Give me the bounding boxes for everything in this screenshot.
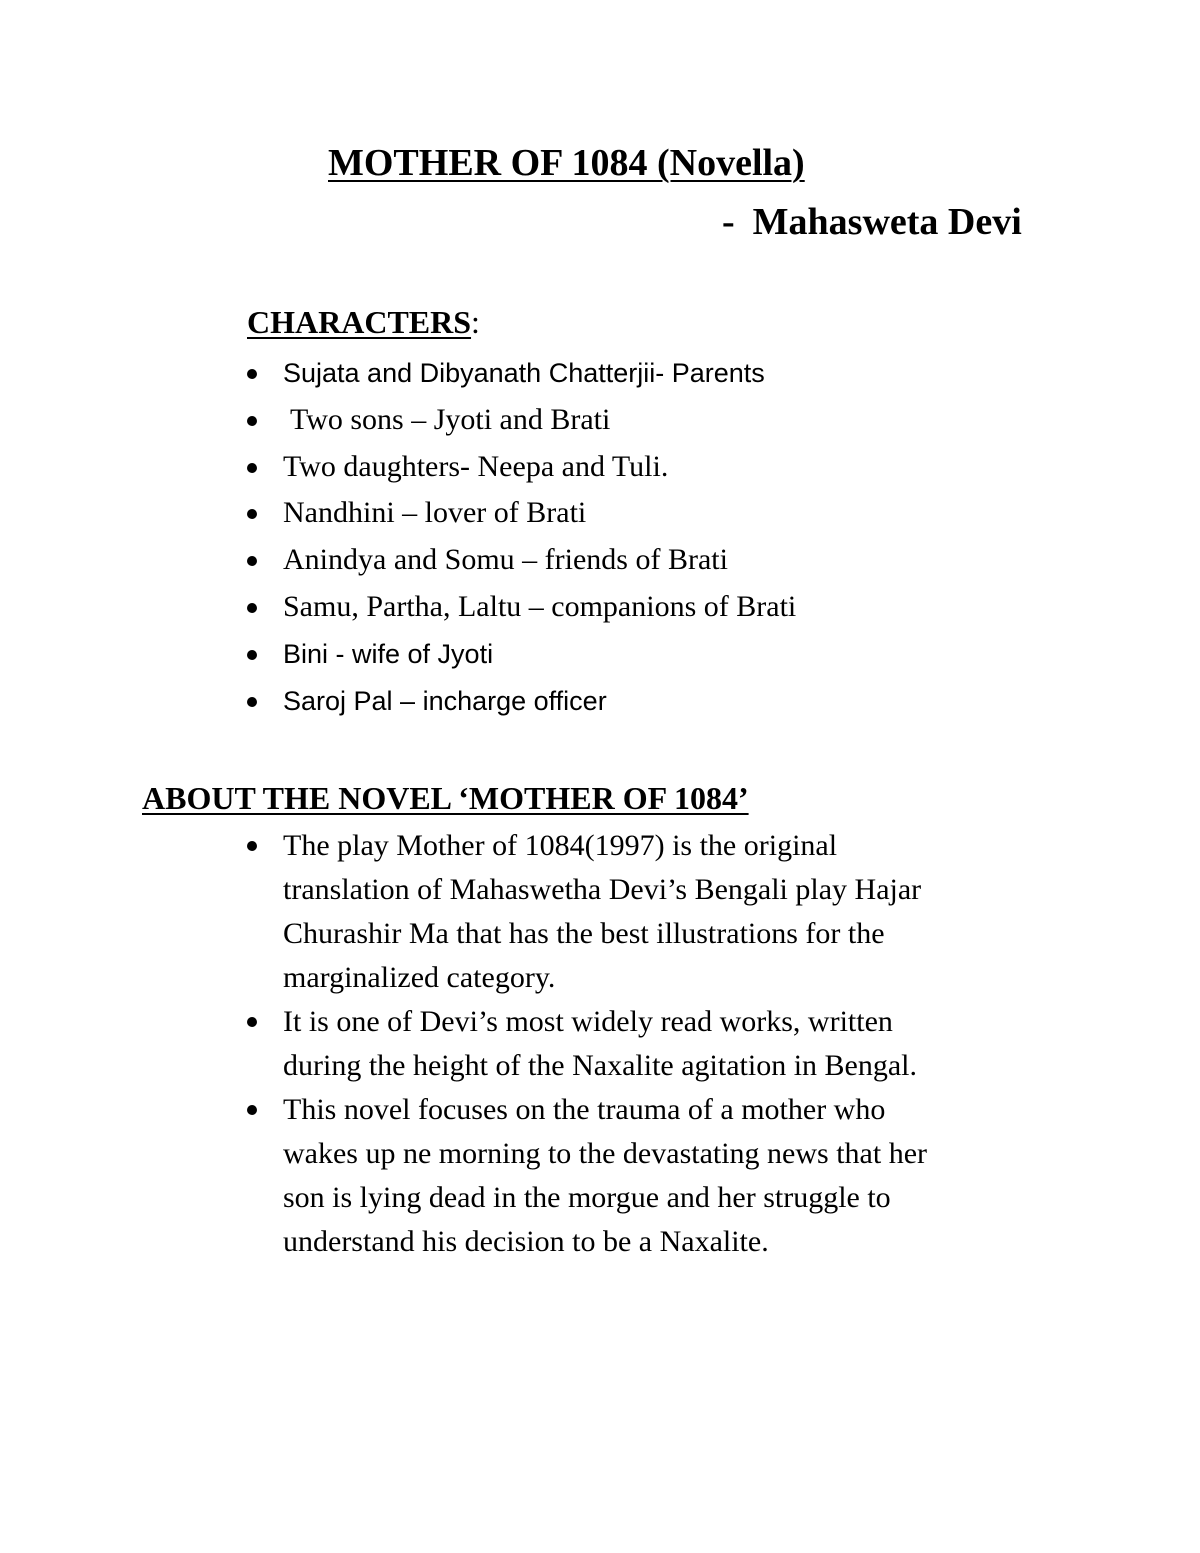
bullet-icon bbox=[247, 650, 257, 660]
about-item-line: wakes up ne morning to the devastating news that her bbox=[283, 1137, 928, 1170]
character-item bbox=[247, 490, 1147, 537]
character-item-text: Nandhini – lover of Brati bbox=[283, 496, 587, 530]
about-item bbox=[247, 1088, 1067, 1264]
author-line bbox=[722, 203, 1022, 241]
character-item-text: Sujata and Dibyanath Chatterjii- Parents bbox=[283, 358, 765, 388]
character-item bbox=[247, 397, 1147, 444]
about-item-line: understand his decision to be a Naxalite. bbox=[283, 1225, 769, 1258]
character-item bbox=[247, 584, 1147, 631]
about-item-line: It is one of Devi’s most widely read works, written bbox=[283, 1005, 893, 1038]
character-item-text: Anindya and Somu – friends of Brati bbox=[283, 543, 728, 577]
character-item-text: Saroj Pal – incharge officer bbox=[283, 685, 607, 716]
about-item-line: This novel focuses on the trauma of a mother who bbox=[283, 1093, 886, 1126]
about-item-line: Churashir Ma that has the best illustrations for the bbox=[283, 917, 885, 950]
about-list bbox=[247, 824, 1067, 1264]
character-item-text: Samu, Partha, Laltu – companions of Brati bbox=[283, 589, 797, 623]
bullet-icon bbox=[247, 1017, 257, 1027]
bullet-icon bbox=[247, 697, 257, 707]
about-item bbox=[247, 1000, 1067, 1088]
characters-heading-text: CHARACTERS bbox=[247, 304, 472, 340]
about-item-line: marginalized category. bbox=[283, 961, 556, 994]
bullet-icon bbox=[247, 509, 257, 519]
character-item bbox=[247, 444, 1147, 491]
author-name: Mahasweta Devi bbox=[752, 201, 1022, 243]
character-item bbox=[247, 631, 1147, 678]
about-item-line: son is lying dead in the morgue and her struggle to bbox=[283, 1181, 891, 1214]
bullet-icon bbox=[247, 369, 257, 379]
bullet-icon bbox=[247, 556, 257, 566]
bullet-icon bbox=[247, 603, 257, 613]
character-item-text: Bini - wife of Jyoti bbox=[283, 638, 494, 669]
character-item bbox=[247, 537, 1147, 584]
about-heading-text: ABOUT THE NOVEL ‘MOTHER OF 1084’ bbox=[142, 780, 749, 816]
about-item-line: translation of Mahaswetha Devi’s Bengali play Hajar bbox=[283, 873, 922, 906]
bullet-icon bbox=[247, 416, 257, 426]
about-item bbox=[247, 824, 1067, 1000]
character-item bbox=[247, 678, 1147, 725]
about-heading bbox=[142, 782, 749, 814]
character-item bbox=[247, 350, 1147, 397]
bullet-icon bbox=[247, 841, 257, 851]
character-item-text: Two daughters- Neepa and Tuli. bbox=[283, 449, 669, 483]
characters-heading-colon: : bbox=[471, 304, 480, 340]
bullet-icon bbox=[247, 1105, 257, 1115]
characters-list bbox=[247, 350, 1147, 724]
about-item-line: during the height of the Naxalite agitation in Bengal. bbox=[283, 1049, 917, 1082]
document-title: MOTHER OF 1084 (Novella) bbox=[328, 142, 805, 184]
character-item-text: Two sons – Jyoti and Brati bbox=[283, 402, 611, 436]
bullet-icon bbox=[247, 463, 257, 473]
about-item-line: The play Mother of 1084(1997) is the original bbox=[283, 829, 838, 862]
author-dash: - bbox=[722, 201, 735, 243]
characters-heading bbox=[247, 306, 480, 338]
